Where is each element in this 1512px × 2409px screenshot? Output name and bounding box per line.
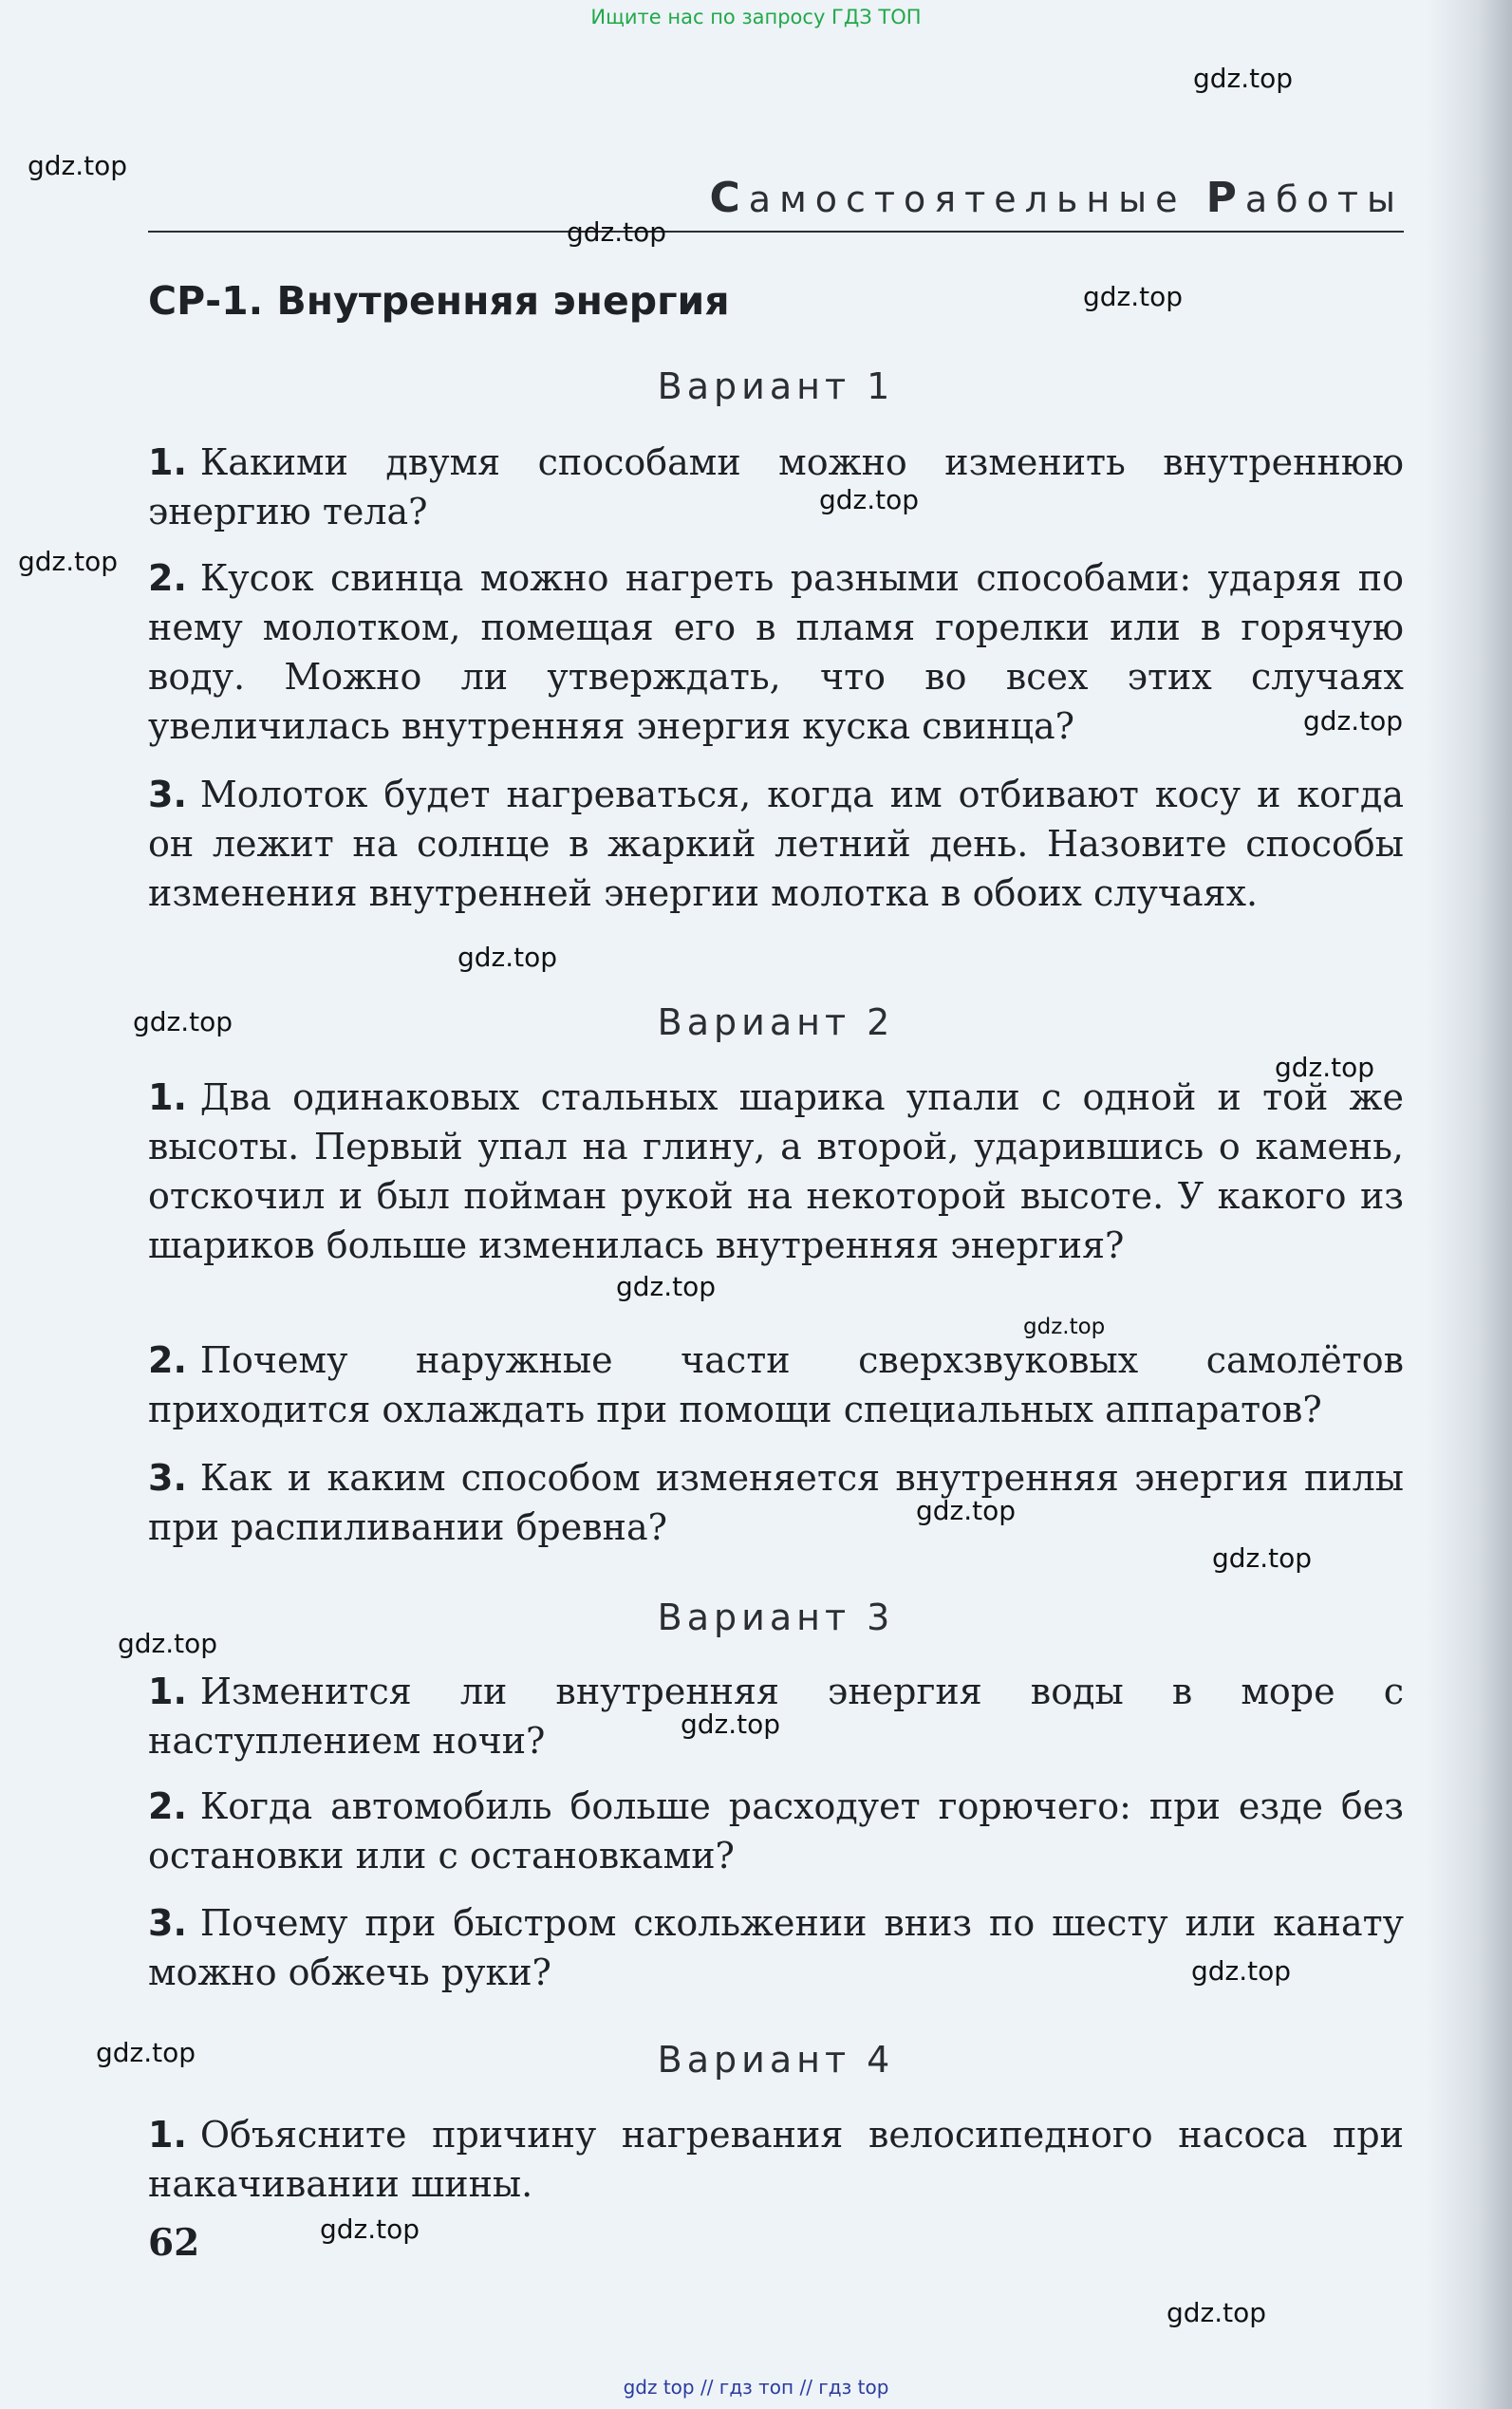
watermark: gdz.top [1191,1955,1292,1987]
header-cap-second: Р [1205,174,1245,222]
question-text: Изменится ли внутренняя энергия воды в море с наступлением ночи? [148,1671,1404,1762]
watermark: gdz.top [1167,2297,1267,2328]
question-text: Почему при быстром скольжении вниз по шесту или канату можно обжечь руки? [148,1902,1404,1993]
question-text: Какими двумя способами можно изменить внутреннюю энергию тела? [148,441,1404,532]
watermark: gdz.top [916,1495,1017,1526]
question [148,1782,1404,1880]
section-title: СР-1. Внутренняя энергия [148,278,730,324]
question [148,2110,1404,2209]
question [148,1335,1404,1434]
question-text: Объясните причину нагревания велосипедного насоса при накачивании шины. [148,2114,1404,2205]
question-number: 1. [148,441,187,483]
question-number: 2. [148,557,187,599]
variant-title: Вариант 3 [657,1597,895,1638]
header-cap-first: С [709,174,749,222]
header-part: амостоятельные [748,178,1206,220]
variant-title: Вариант 1 [657,365,895,407]
page-number: 62 [148,2221,200,2265]
watermark: gdz.top [133,1006,233,1037]
question-number: 3. [148,774,187,815]
watermark: gdz.top [567,216,667,248]
watermark: gdz.top [1275,1052,1375,1083]
question-number: 2. [148,1339,187,1381]
watermark: gdz.top [18,546,119,577]
watermark: gdz.top [96,2037,196,2068]
page-edge-shadow [1427,0,1512,2409]
question-text: Как и каким способом изменяется внутренняя энергия пилы при распиливании бревна? [148,1457,1404,1548]
question-number: 3. [148,1457,187,1499]
question-number: 3. [148,1902,187,1944]
header-part: аботы [1244,178,1404,220]
header-rule [148,231,1404,233]
watermark: gdz.top [457,942,558,973]
question-number: 2. [148,1785,187,1827]
running-header [148,174,1404,222]
question-text: Два одинаковых стальных шарика упали с одной и той же высоты. Первый упал на глину, а второй, ударившись о камень, отскочил и был пойман рукой на некоторой высоте. У какого из шариков больше изменилась внутренняя энергия? [148,1076,1404,1266]
question-number: 1. [148,1076,187,1118]
question-text: Когда автомобиль больше расходует горючего: при езде без остановки или с остановками? [148,1785,1404,1877]
question [148,1453,1404,1552]
question-number: 1. [148,2114,187,2156]
question-number: 1. [148,1671,187,1712]
watermark: gdz.top [118,1628,218,1659]
bottom-banner-links[interactable]: gdz top // гдз топ // гдз top [623,2376,889,2399]
watermark: gdz.top [1023,1315,1106,1339]
variant-title: Вариант 4 [657,2039,895,2081]
watermark: gdz.top [681,1709,781,1740]
question [148,438,1404,536]
watermark: gdz.top [320,2213,420,2245]
watermark: gdz.top [28,150,128,181]
watermark: gdz.top [1212,1542,1313,1574]
question-text: Почему наружные части сверхзвуковых самолётов приходится охлаждать при помощи специальных аппаратов? [148,1339,1404,1430]
question [148,553,1404,751]
watermark: gdz.top [616,1271,717,1302]
variant-title: Вариант 2 [657,1001,895,1043]
question-text: Кусок свинца можно нагреть разными способами: ударяя по нему молотком, помещая его в пламя горелки или в горячую воду. Можно ли утверждать, что во всех этих случаях увеличилась внутренняя энергия куска свинца? [148,557,1404,747]
question-text: Молоток будет нагреваться, когда им отбивают косу и когда он лежит на солнце в жаркий летний день. Назовите способы изменения внутренней энергии молотка в обоих случаях. [148,774,1404,914]
watermark: gdz.top [1083,281,1184,312]
question [148,770,1404,918]
watermark: gdz.top [819,484,920,515]
watermark: gdz.top [1193,63,1294,94]
top-banner-link[interactable]: Ищите нас по запросу ГДЗ ТОП [590,6,922,28]
watermark: gdz.top [1303,705,1404,737]
question [148,1073,1404,1270]
